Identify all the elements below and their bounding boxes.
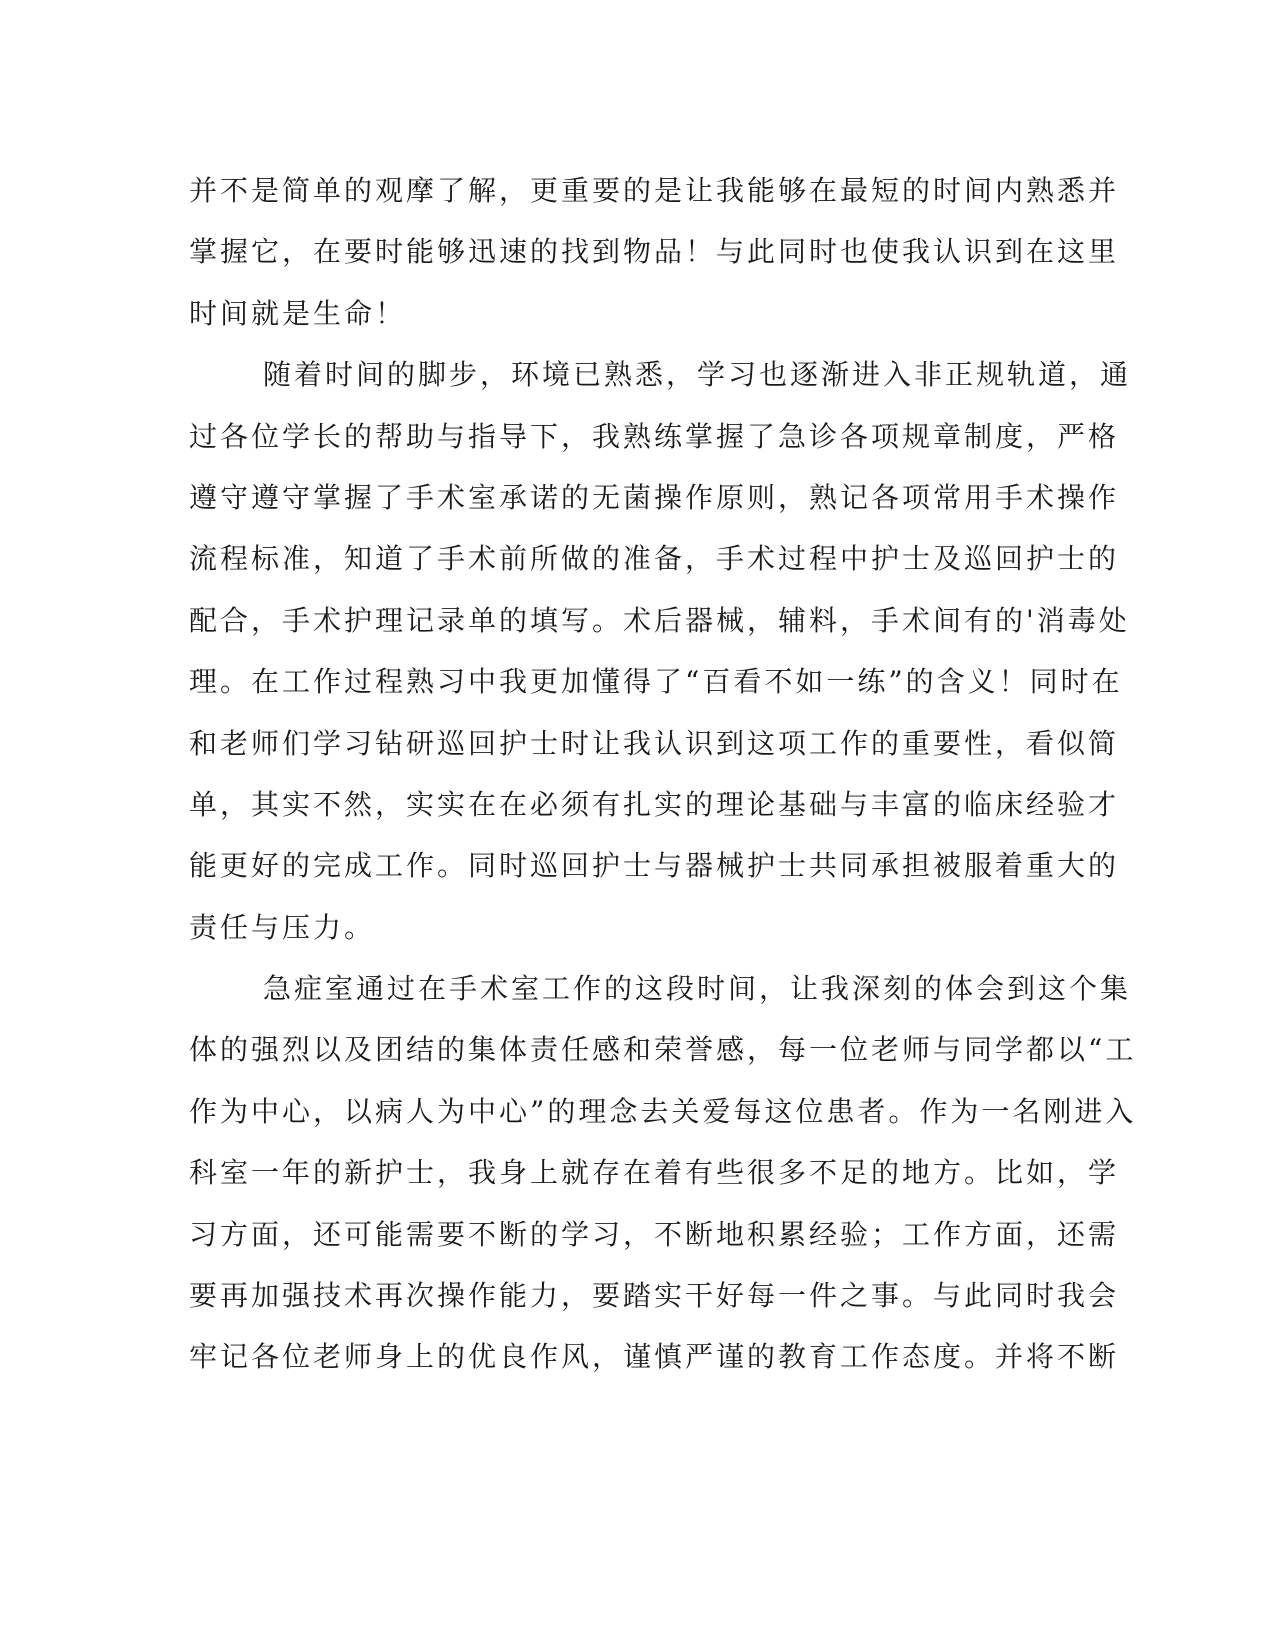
text-line: 配合，手术护理记录单的填写。术后器械，辅料，手术间有的'消毒处 <box>189 603 1130 637</box>
text-line: 习方面，还可能需要不断的学习，不断地积累经验；工作方面，还需 <box>189 1217 1120 1251</box>
text-line: 要再加强技术再次操作能力，要踏实干好每一件之事。与此同时我会 <box>189 1279 1120 1313</box>
text-line: 时间就是生命！ <box>189 296 407 330</box>
text-line: 责任与压力。 <box>189 910 376 944</box>
text-line: 遵守遵守掌握了手术室承诺的无菌操作原则，熟记各项常用手术操作 <box>189 480 1120 514</box>
text-line: 体的强烈以及团结的集体责任感和荣誉感，每一位老师与同学都以“工 <box>189 1033 1137 1067</box>
text-line: 科室一年的新护士，我身上就存在着有些很多不足的地方。比如，学 <box>189 1156 1120 1190</box>
text-line: 过各位学长的帮助与指导下，我熟练掌握了急诊各项规章制度，严格 <box>189 419 1120 453</box>
text-line: 理。在工作过程熟习中我更加懂得了“百看不如一练”的含义！同时在 <box>189 665 1123 699</box>
text-line: 作为中心，以病人为中心”的理念去关爱每这位患者。作为一名刚进入 <box>189 1094 1137 1128</box>
text-line: 和老师们学习钻研巡回护士时让我认识到这项工作的重要性，看似简 <box>189 726 1120 760</box>
text-line: 流程标准，知道了手术前所做的准备，手术过程中护士及巡回护士的 <box>189 542 1120 576</box>
text-line: 单，其实不然，实实在在必须有扎实的理论基础与丰富的临床经验才 <box>189 787 1120 821</box>
paragraph-start-line: 随着时间的脚步，环境已熟悉，学习也逐渐进入非正规轨道，通 <box>263 358 1132 392</box>
body-text <box>189 160 1137 1388</box>
text-line: 牢记各位老师身上的优良作风，谨慎严谨的教育工作态度。并将不断 <box>189 1340 1120 1374</box>
text-line: 掌握它，在要时能够迅速的找到物品！与此同时也使我认识到在这里 <box>189 235 1120 269</box>
text-line: 能更好的完成工作。同时巡回护士与器械护士共同承担被服着重大的 <box>189 849 1120 883</box>
paragraph-start-line: 急症室通过在手术室工作的这段时间，让我深刻的体会到这个集 <box>263 972 1132 1006</box>
text-line: 并不是简单的观摩了解，更重要的是让我能够在最短的时间内熟悉并 <box>189 174 1120 207</box>
